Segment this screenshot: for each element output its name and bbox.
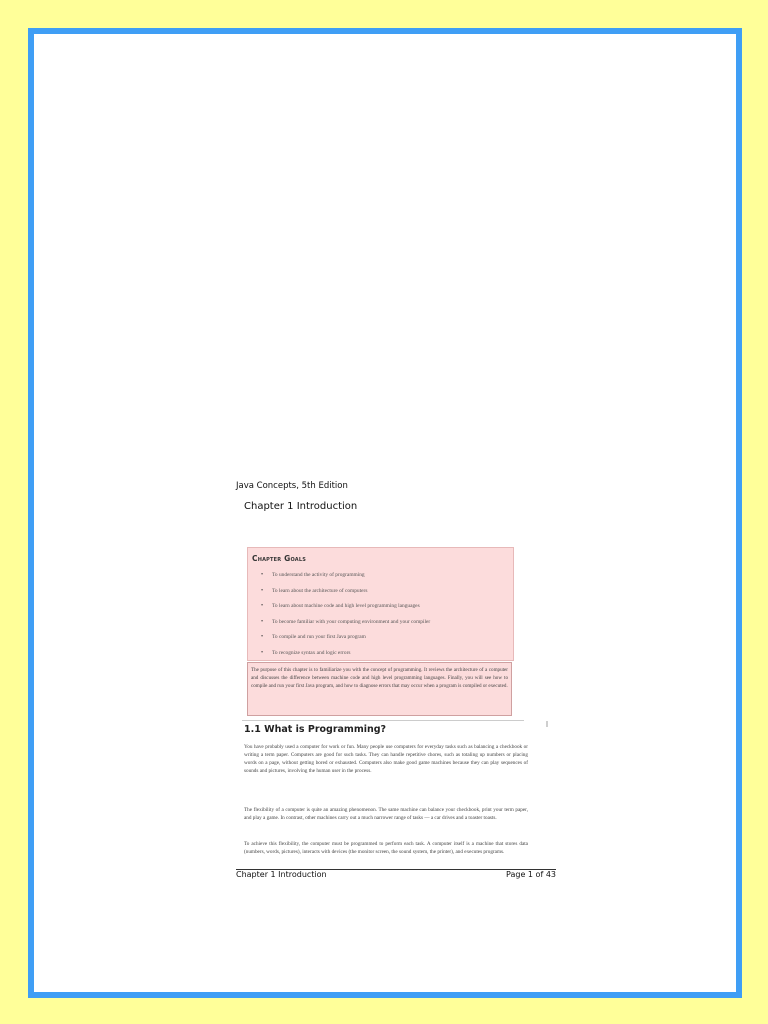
- bullet-icon: •: [261, 634, 264, 640]
- footer-chapter-label: Chapter 1 Introduction: [236, 870, 327, 879]
- body-paragraph: To achieve this flexibility, the computer must be programmed to perform each task. A computer itself is a machine that stores data (numbers, words, pictures), interacts with devices (the monitor screen, the sound system, the printer), and executes programs.: [244, 841, 528, 856]
- divider-mark: [546, 721, 548, 727]
- chapter-goals-list: [248, 568, 513, 661]
- body-paragraph: You have probably used a computer for work or fun. Many people use computers for everyday tasks such as balancing a checkbook or writing a term paper. Computers are good for such tasks. They can handle repetitive chores, such as totaling up numbers or placing words on a page, without getting bored or exhausted. Computers also make good game machines because they can play sequences of sounds and pictures, involving the human user in the process.: [244, 744, 528, 775]
- goal-item: [248, 568, 513, 584]
- goal-item: [248, 646, 513, 662]
- body-paragraph: The flexibility of a computer is quite an amazing phenomenon. The same machine can balance your checkbook, print your term paper, and play a game. In contrast, other machines carry out a much narrower range of tasks — a car drives and a toaster toasts.: [244, 807, 528, 822]
- bullet-icon: •: [261, 618, 264, 625]
- book-title: Java Concepts, 5th Edition: [236, 481, 348, 491]
- goal-item: [248, 584, 513, 600]
- chapter-goals-box: [247, 547, 514, 661]
- section-title: 1.1 What is Programming?: [244, 724, 387, 735]
- bullet-icon: •: [261, 649, 264, 656]
- chapter-purpose-box: The purpose of this chapter is to familiarize you with the concept of programming. It reviews the architecture of a computer and discusses the difference between machine code and high level programming languages. Finally, you will see how to compile and run your first Java program, and how to diagnose errors that may occur when a program is compiled or executed.: [247, 662, 512, 716]
- section-divider: [242, 720, 524, 721]
- chapter-goals-title: Chapter Goals: [252, 554, 307, 563]
- goal-text: To recognize syntax and logic errors: [272, 649, 351, 656]
- goal-item: [248, 630, 513, 646]
- goal-item: [248, 615, 513, 631]
- bullet-icon: •: [261, 587, 264, 594]
- document-page: [236, 476, 556, 879]
- chapter-heading: Chapter 1 Introduction: [244, 501, 358, 512]
- goal-item: [248, 599, 513, 615]
- goal-text: To learn about the architecture of computers: [272, 587, 368, 594]
- document-frame: [28, 28, 742, 998]
- bullet-icon: •: [261, 572, 264, 578]
- goal-text: To understand the activity of programming: [272, 572, 365, 578]
- goal-text: To compile and run your first Java program: [272, 634, 366, 640]
- goal-text: To learn about machine code and high level programming languages: [272, 603, 420, 609]
- goal-text: To become familiar with your computing environment and your compiler: [272, 618, 431, 625]
- bullet-icon: •: [261, 603, 264, 609]
- page-number: Page 1 of 43: [506, 870, 556, 879]
